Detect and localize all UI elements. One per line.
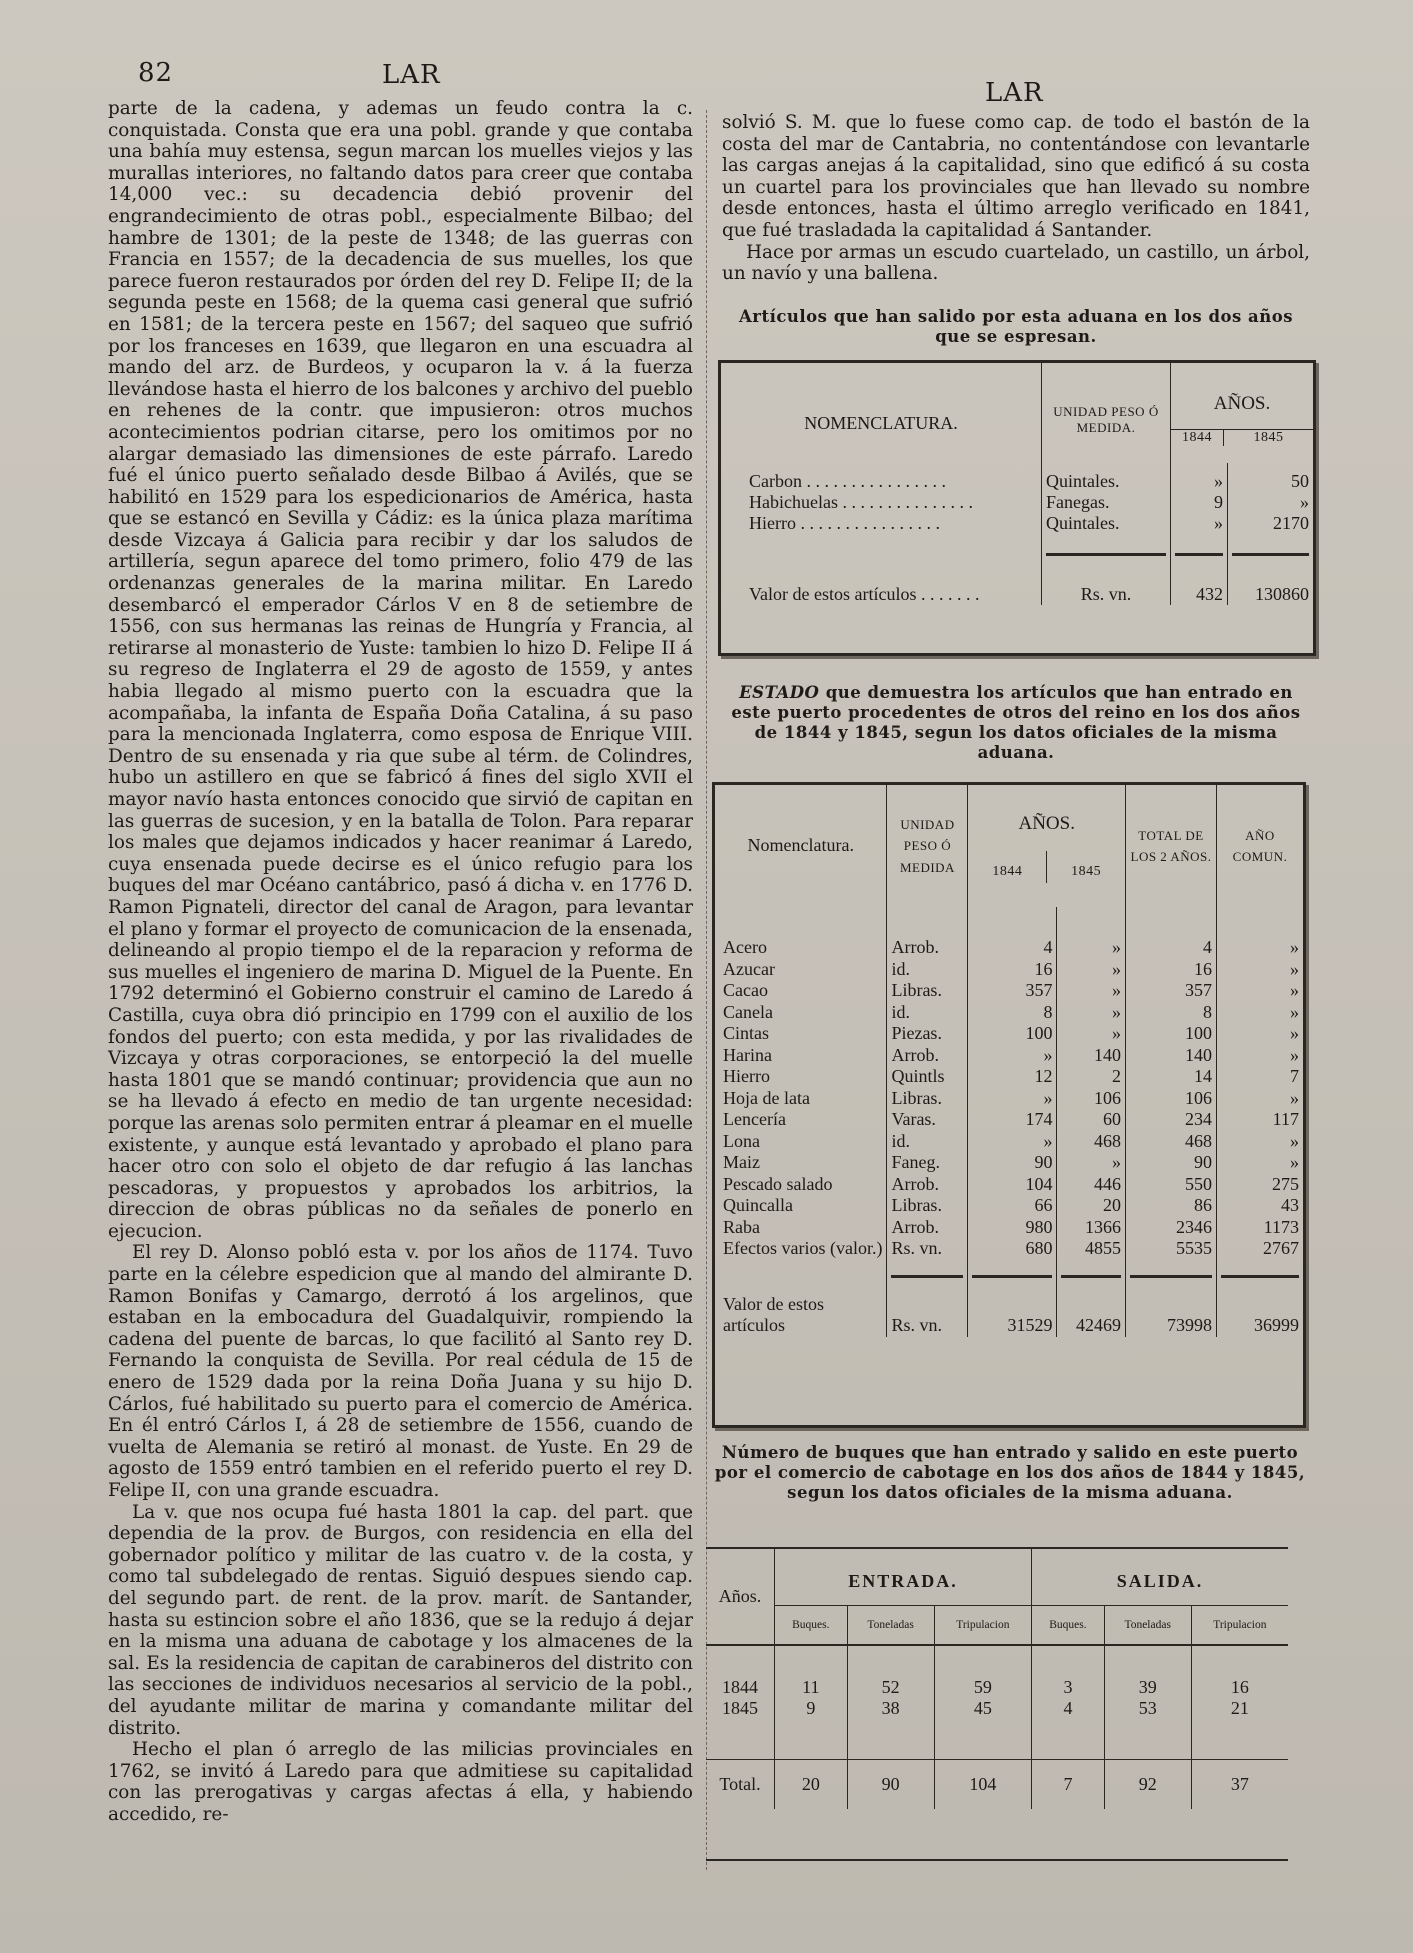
item-name: Carbon [749,471,802,491]
item-unit: Arrob. [887,1217,968,1239]
value-total: 106 [1126,1088,1217,1110]
item-name: Azucar [723,958,775,979]
value-comun: » [1217,937,1304,959]
value-total: 14 [1126,1066,1217,1088]
item-name: Lencería [723,1109,786,1129]
table-row [715,1023,1303,1045]
item-name: Cintas [723,1023,770,1043]
table-row [715,1195,1303,1217]
value-total: 16 [1126,959,1217,981]
value-total: 4 [1126,937,1217,959]
value-1845: » [1057,1002,1126,1024]
value-1844: 357 [968,980,1057,1002]
row-year: 1845 [722,1698,758,1718]
table-row [715,1131,1303,1153]
caption-text: que demuestra los artículos que han entrado en este puerto procedentes de otros del reino en los dos años de 1844 y 1845, segun los datos oficiales de la misma aduana. [731,683,1301,762]
col-header-nomenclatura: NOMENCLATURA. [804,412,958,433]
value-1844: 12 [968,1066,1057,1088]
value-comun: » [1217,1088,1304,1110]
item-unit: Libras. [887,980,968,1002]
paragraph: La v. que nos ocupa fué hasta 1801 la cap. del part. que dependia de la prov. de Burgos, con residencia en ella del gobernador político y militar de las cuatro v. de la costa, y como tal subdelegado de rentas. Siguió despues siendo cap. del segundo part. de rent. de la prov. marít. de Santander, hasta su estincion sobre el año 1836, que se la redujo á dejar en la misma una aduana de cabotage y los almacenes de la sal. Es la residencia de capitan de carabineros del distrito con las secciones de individuos necesarios al servicio de la pobl., del ayudante militar de marina y comandante militar del distrito. [108,1501,693,1739]
col-header-1844: 1844 [1182,430,1212,445]
value-total: 8 [1126,1002,1217,1024]
total-label: Valor de estos artículos [723,1293,824,1335]
col-header-comun: AÑO COMUN. [1217,785,1304,907]
value-1845: 140 [1057,1045,1126,1067]
table-row [715,1002,1303,1024]
item-unit: Fanegas. [1042,492,1171,513]
col-header-anos: Años. [718,1586,762,1606]
table-row [715,980,1303,1002]
entrada-buques: 11 [775,1677,848,1698]
salida-buques: 4 [1032,1698,1105,1719]
salida-toneladas: 53 [1104,1698,1191,1719]
value-total: 90 [1126,1152,1217,1174]
item-name: Hoja de lata [723,1087,810,1108]
salida-toneladas: 39 [1104,1677,1191,1698]
item-unit: Faneg. [887,1152,968,1174]
table-row [715,1045,1303,1067]
table-row [715,1217,1303,1239]
value-1844: » [1171,513,1228,534]
item-name: Habichuelas [749,492,838,512]
value-comun: 43 [1217,1195,1304,1217]
table2-caption [722,683,1310,763]
table-row: Hierro . . . . . . . . . . . . . . . . Quintales. » 2170 [721,513,1313,534]
col-header-e-toneladas: Toneladas [847,1605,934,1645]
table-row [715,1088,1303,1110]
item-unit: id. [887,1002,968,1024]
total-salida-tripulacion: 37 [1191,1759,1288,1809]
total-salida-buques: 7 [1032,1759,1105,1809]
total-comun: 36999 [1217,1294,1304,1337]
value-comun: » [1217,1152,1304,1174]
value-1844: 104 [968,1174,1057,1196]
table-total-row [706,1759,1288,1809]
value-total: 357 [1126,980,1217,1002]
value-1845: 4855 [1057,1238,1126,1260]
item-name: Cacao [723,980,768,1000]
value-1845: 50 [1228,463,1314,492]
item-name: Pescado salado [723,1173,833,1194]
total-entrada-toneladas: 90 [847,1759,934,1809]
paragraph: parte de la cadena, y ademas un feudo contra la c. conquistada. Consta que era una pobl. grande y que contaba una bahía muy estensa, segun marcan los muelles viejos y las murallas interiores, no faltando datos para creer que contaba 14,000 vec.: su decadencia debió provenir del engrandecimiento de otras pobl., especialmente Bilbao; del hambre de 1301; de la peste de 1348; de las guerras con Francia en 1557; de la decadencia de sus muelles, los que parece fueron restaurados por órden del rey D. Felipe II; de la segunda peste en 1568; de la quema casi general que sufrió en 1581; de la tercera peste en 1567; del saqueo que sufrió por los franceses en 1639, que llegaron en una escuadra al mando del arz. de Burdeos, y ocuparon la v. á la fuerza llevándose hasta el hierro de los balcones y archivo del pueblo en rehenes de la contr. que impusieron: otros muchos acontecimientos podrian citarse, pero los omitimos por no alargar demasiado las dimensiones de este párrafo. Laredo fué el único puerto señalado desde Bilbao á Avilés, que se habilitó en 1529 para los espedicionarios de América, hasta que se estancó en Sevilla y Cádiz: es la única plaza marítima desde Vizcaya á Galicia para recibir y dar los saludos de artillería, segun aparece del tomo primero, folio 479 de las ordenanzas generales de la marina militar. En Laredo desembarcó el emperador Cárlos V en 8 de setiembre de 1556, con sus hermanas las reinas de Hungría y Francia, al retirarse al monasterio de Yuste: tambien lo hizo D. Felipe II á su regreso de Inglaterra el 29 de agosto de 1559, y antes habia llegado al mismo puerto con la escuadra que la acompañaba, la infanta de España Doña Catalina, á su paso para la mencionada Inglaterra, como esposa de Enrique VIII. Dentro de su ensenada y ria que sube al térm. de Colindres, hubo un astillero en que se fabricó á fines del siglo XVII el mayor navío hasta entonces conocido que sirvió de capitan en las guerras de sucesion, y en la batalla de Tolon. Para reparar los males que dejamos indicados y hacer reanimar á Laredo, cuya ensenada puede decirse es el único refugio para los buques del mar Océano cantábrico, pasó á dicha v. en 1776 D. Ramon Pignateli, director del canal de Aragon, para levantar el plano y formar el proyecto de comunicacion de la ensenada, delineando al propio tiempo el de la reparacion y reforma de sus muelles el ingeniero de marina D. Miguel de la Puente. En 1792 determinó el Gobierno construir el camino de Laredo á Castilla, cuya obra dió principio en 1799 con el auxilio de los fondos del puerto; con esta medida, y por las rivalidades de Vizcaya y otras corporaciones, se entorpeció la del muelle hasta 1801 que se mandó continuar; providencia que aun no se ha llevado á efecto en medio de tan urgente necesidad: porque las arenas solo permiten entrar á pleamar en el muelle existente, y aunque está levantado y aprobado el plano para hacer otro con solo el objeto de dar refugio á las lanchas pescadoras, y propuestos y aprobados los arbitrios, la direccion de obras públicas no da señales de ponerlo en ejecucion. [108,98,693,1242]
table1-caption: Artículos que han salido por esta aduana en los dos años que se espresan. [738,307,1294,346]
entrada-toneladas: 38 [847,1698,934,1719]
value-1844: 8 [968,1002,1057,1024]
value-total: 5535 [1126,1238,1217,1260]
table-row [706,1677,1288,1698]
value-1844: 980 [968,1217,1057,1239]
col-header-e-buques: Buques. [775,1605,848,1645]
table3 [706,1547,1288,1861]
value-1845: 468 [1057,1131,1126,1153]
paragraph: El rey D. Alonso pobló esta v. por los años de 1174. Tuvo parte en la célebre espedicion que al mando del almirante D. Ramon Bonifas y Camargo, derrotó á los argelinos, que estaban en la embocadura del Guadalquivir, rompiendo la cadena del puente de barcas, lo que facilitó al Santo rey D. Fernando la conquista de Sevilla. Por real cédula de 15 de enero de 1529 dada por la reina Doña Juana y su hijo D. Cárlos, fué habilitado su puerto para el comercio de América. En él entró Cárlos I, á 28 de setiembre de 1556, cuando de vuelta de Alemania se retiró al monast. de Yuste. En 29 de agosto de 1559 entró tambien en el referido puerto el rey D. Felipe II, con una grande escuadra. [108,1242,693,1501]
table-total-row: Valor de estos artículos . . . . . . . Rs. vn. 432 130860 [721,574,1313,605]
value-comun: » [1217,1002,1304,1024]
total-1845: 42469 [1057,1294,1126,1337]
value-comun: » [1217,1131,1304,1153]
table-row: Carbon . . . . . . . . . . . . . . . . Quintales. » 50 [721,463,1313,492]
left-column [108,98,693,1826]
item-unit: Quintls [887,1066,968,1088]
salida-tripulacion: 16 [1191,1677,1288,1698]
value-1845: 446 [1057,1174,1126,1196]
table-row [715,937,1303,959]
value-1844: » [1171,463,1228,492]
table-row [715,1109,1303,1131]
total-total: 73998 [1126,1294,1217,1337]
value-1845: » [1057,980,1126,1002]
total-unit: Rs. vn. [1042,574,1171,605]
value-1845: » [1057,1023,1126,1045]
value-1845: » [1228,492,1314,513]
value-comun: » [1217,959,1304,981]
value-1844: » [968,1088,1057,1110]
entrada-toneladas: 52 [847,1677,934,1698]
item-unit: Libras. [887,1088,968,1110]
table-row [715,1066,1303,1088]
table1 [718,360,1316,656]
col-header-entrada: ENTRADA. [775,1549,1032,1605]
total-label: Valor de estos artículos [749,584,917,604]
item-name: Hierro [723,1066,770,1086]
item-unit: Varas. [887,1109,968,1131]
value-comun: 1173 [1217,1217,1304,1239]
value-total: 140 [1126,1045,1217,1067]
caption-lead: ESTADO [739,683,820,702]
value-1844: 174 [968,1109,1057,1131]
col-header-anos: AÑOS. [1213,393,1271,414]
paragraph: Hace por armas un escudo cuartelado, un castillo, un árbol, un navío y una ballena. [722,241,1310,285]
col-header-1845: 1845 [1046,851,1125,883]
salida-buques: 3 [1032,1677,1105,1698]
value-1844: 680 [968,1238,1057,1260]
value-comun: 7 [1217,1066,1304,1088]
total-unit: Rs. vn. [887,1294,968,1337]
table2 [712,782,1306,1428]
value-comun: » [1217,980,1304,1002]
value-comun: 2767 [1217,1238,1304,1260]
item-unit: Quintales. [1042,463,1171,492]
total-entrada-buques: 20 [775,1759,848,1809]
value-1844: 100 [968,1023,1057,1045]
row-year: 1844 [722,1677,758,1697]
right-running-title: LAR [985,78,1044,108]
value-1845: 1366 [1057,1217,1126,1239]
table-row [715,1174,1303,1196]
value-1845: 20 [1057,1195,1126,1217]
item-name: Canela [723,1001,773,1022]
item-unit: id. [887,1131,968,1153]
item-unit: Arrob. [887,937,968,959]
item-name: Maiz [723,1152,760,1172]
value-1844: » [968,1131,1057,1153]
paragraph: Hecho el plan ó arreglo de las milicias provinciales en 1762, se invitó á Laredo para que admitiese su capitalidad con las prerogativas y cargas afectas á ella, y habiendo accedido, re- [108,1739,693,1825]
item-unit: id. [887,959,968,981]
col-header-1845: 1845 [1223,430,1313,446]
value-1845: » [1057,1152,1126,1174]
col-header-e-tripulacion: Tripulacion [934,1605,1032,1645]
table-row [715,959,1303,981]
item-unit: Arrob. [887,1174,968,1196]
left-running-title: LAR [382,60,441,90]
entrada-buques: 9 [775,1698,848,1719]
value-1845: 60 [1057,1109,1126,1131]
table-row [715,1152,1303,1174]
total-1844: 31529 [968,1294,1057,1337]
item-name: Harina [723,1044,772,1065]
col-header-total: TOTAL DE LOS 2 AÑOS. [1126,785,1217,907]
right-column-intro [722,112,1310,285]
value-comun: 275 [1217,1174,1304,1196]
col-header-anos: AÑOS. [1018,813,1075,834]
table-row [715,1238,1303,1260]
value-1844: 4 [968,937,1057,959]
page-number: 82 [138,58,174,88]
total-1845: 130860 [1228,574,1314,605]
total-entrada-tripulacion: 104 [934,1759,1032,1809]
total-1844: 432 [1171,574,1228,605]
item-name: Acero [723,937,767,957]
value-1844: 66 [968,1195,1057,1217]
total-label: Total. [706,1759,775,1809]
table-total-row [715,1294,1303,1337]
item-unit: Piezas. [887,1023,968,1045]
col-header-unidad: UNIDAD PESO Ó MEDIDA. [1042,363,1171,463]
value-total: 468 [1126,1131,1217,1153]
item-unit: Quintales. [1042,513,1171,534]
value-total: 2346 [1126,1217,1217,1239]
value-1844: 90 [968,1152,1057,1174]
table-row: Habichuelas . . . . . . . . . . . . . . . Fanegas. 9 » [721,492,1313,513]
item-name: Quincalla [723,1195,793,1215]
value-1845: » [1057,937,1126,959]
item-name: Lona [723,1130,760,1151]
salida-tripulacion: 21 [1191,1698,1288,1719]
entrada-tripulacion: 45 [934,1698,1032,1719]
item-name: Raba [723,1216,760,1237]
col-header-1844: 1844 [992,864,1023,879]
value-comun: » [1217,1023,1304,1045]
value-1845: 106 [1057,1088,1126,1110]
item-name: Efectos varios (valor.) [723,1238,883,1258]
entrada-tripulacion: 59 [934,1677,1032,1698]
item-name: Hierro [749,513,796,533]
value-total: 100 [1126,1023,1217,1045]
value-1845: 2 [1057,1066,1126,1088]
value-1845: 2170 [1228,513,1314,534]
item-unit: Libras. [887,1195,968,1217]
value-comun: 117 [1217,1109,1304,1131]
value-1844: 9 [1171,492,1228,513]
value-total: 550 [1126,1174,1217,1196]
table-row [706,1698,1288,1719]
value-1844: » [968,1045,1057,1067]
value-comun: » [1217,1045,1304,1067]
value-1845: » [1057,959,1126,981]
col-header-s-toneladas: Toneladas [1104,1605,1191,1645]
col-header-salida: SALIDA. [1032,1549,1288,1605]
value-total: 234 [1126,1109,1217,1131]
value-total: 86 [1126,1195,1217,1217]
paragraph: solvió S. M. que lo fuese como cap. de todo el bastón de la costa del mar de Cantabria, no contentándose con levantarle las cargas anejas á la capitalidad, sino que edificó á su costa un cuartel para los provinciales que han llevado su nombre desde entonces, hasta el último arreglo verificado en 1841, que fué trasladada la capitalidad á Santander. [722,112,1310,241]
item-unit: Arrob. [887,1045,968,1067]
total-salida-toneladas: 92 [1104,1759,1191,1809]
item-unit: Rs. vn. [887,1238,968,1260]
col-header-s-buques: Buques. [1032,1605,1105,1645]
value-1844: 16 [968,959,1057,981]
col-header-nomenclatura: Nomenclatura. [747,835,854,856]
table2-body [715,937,1303,1260]
col-header-s-tripulacion: Tripulacion [1191,1605,1288,1645]
table3-caption: Número de buques que han entrado y salido en este puerto por el comercio de cabotage en los dos años de 1844 y 1845, segun los datos oficiales de la misma aduana. [714,1443,1306,1502]
col-header-unidad: UNIDAD PESO Ó MEDIDA [887,785,968,907]
